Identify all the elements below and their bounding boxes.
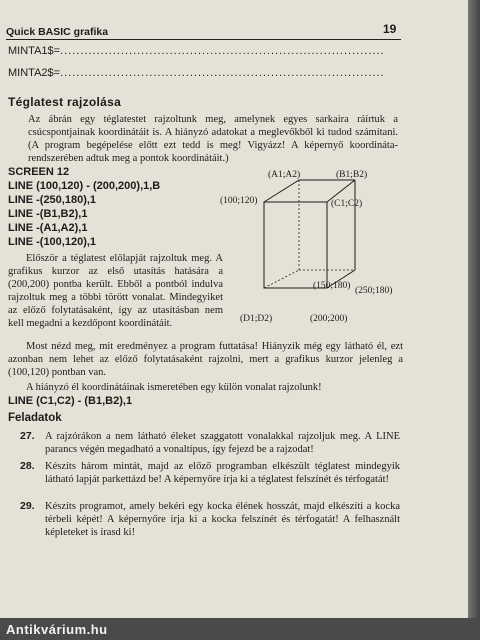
label-c: (C1;C2)	[331, 199, 363, 209]
label-bottom-right: (200;200)	[310, 314, 348, 324]
label-d: (D1;D2)	[240, 314, 273, 324]
section-title: Téglatest rajzolása	[8, 95, 122, 109]
minta1-dots: ................................................................................	[60, 45, 385, 57]
label-b: (B1;B2)	[336, 170, 368, 180]
hidden-edge-diagonal	[264, 270, 299, 288]
minta2-dots: ................................................................................	[60, 67, 385, 79]
code-line: LINE -(250,180),1	[8, 194, 97, 206]
intro-paragraph: Az ábrán egy téglatestet rajzoltunk meg, amelynek egyes sarkaira ráírtuk a csúcspontjainak koordinátáit is. A hiányzó adatokat a meglevőkből ki tudod számítani. (A program begépelése előtt ezt tedd is meg! Vigyázz! A képernyő koordináta-rendszerében adtuk meg a pontok koordinátáit.)	[28, 114, 398, 164]
task-text: Készíts programot, amely bekéri egy kocka élének hosszát, majd elkészíti a kocka térbeli képét! A képernyőre írja ki a kocka felszínét és térfogatát! A felhasznált képleteket is írasd ki!	[45, 501, 400, 538]
explanation-paragraph: Először a téglatest előlapját rajzoltuk meg. A grafikus kurzor az első utasítás hatására a (200,200) pontba került. Ebből a pontból indulva rajzoltuk meg a többi törött vonalat. Mindegyiket az előző folytatásaként, így az utasításban nem kell megadni a kezdőpont koordinátáit.	[8, 253, 223, 329]
task-text: A rajzórákon a nem látható éleket szaggatott vonalakkal rajzoljuk meg. A LINE parancs végén megadható a vonaltípus, így fejezd be a rajzodat!	[45, 431, 400, 455]
minta1-label: MINTA1$=	[8, 45, 61, 57]
label-mid: (150;180)	[313, 281, 351, 291]
code-line: LINE -(B1,B2),1	[8, 208, 88, 220]
watermark: Antikvárium.hu	[6, 622, 108, 637]
running-head: Quick BASIC grafika	[6, 26, 401, 40]
paragraph: Most nézd meg, mit eredményez a program futtatása! Hiányzik még egy látható él, ezt azonban nem lehet az előző folytatásaként rajzolni, mert a grafikus kurzor jelenleg a (100,120) pontban van.	[8, 341, 403, 378]
task-number: 27.	[20, 430, 35, 442]
task-text: Készíts három mintát, majd az előző programban elkészült téglatest mindegyik látható lapját parkettázd be! A képernyőre írja ki a téglatest felszínét és térfogatát!	[45, 461, 400, 485]
bottom-strip	[0, 618, 480, 640]
task-number: 28.	[20, 460, 35, 472]
task-number: 29.	[20, 500, 35, 512]
front-face-edges	[264, 202, 327, 288]
code-line: LINE (C1,C2) - (B1,B2),1	[8, 395, 133, 407]
book-spine-shadow	[468, 0, 480, 640]
label-a: (A1;A2)	[268, 170, 301, 180]
edge-top-left	[264, 180, 299, 202]
minta2-label: MINTA2$=	[8, 67, 61, 79]
page-number: 19	[383, 22, 397, 36]
label-top-left: (100;120)	[220, 196, 258, 206]
label-right: (250;180)	[355, 286, 393, 296]
code-line: SCREEN 12	[8, 166, 70, 178]
tasks-heading: Feladatok	[8, 412, 62, 424]
code-line: LINE -(A1,A2),1	[8, 222, 88, 234]
code-line: LINE (100,120) - (200,200),1,B	[8, 180, 161, 192]
paragraph: A hiányzó él koordinátáinak ismeretében egy külön vonalat rajzolunk!	[26, 382, 322, 393]
code-line: LINE -(100,120),1	[8, 236, 97, 248]
